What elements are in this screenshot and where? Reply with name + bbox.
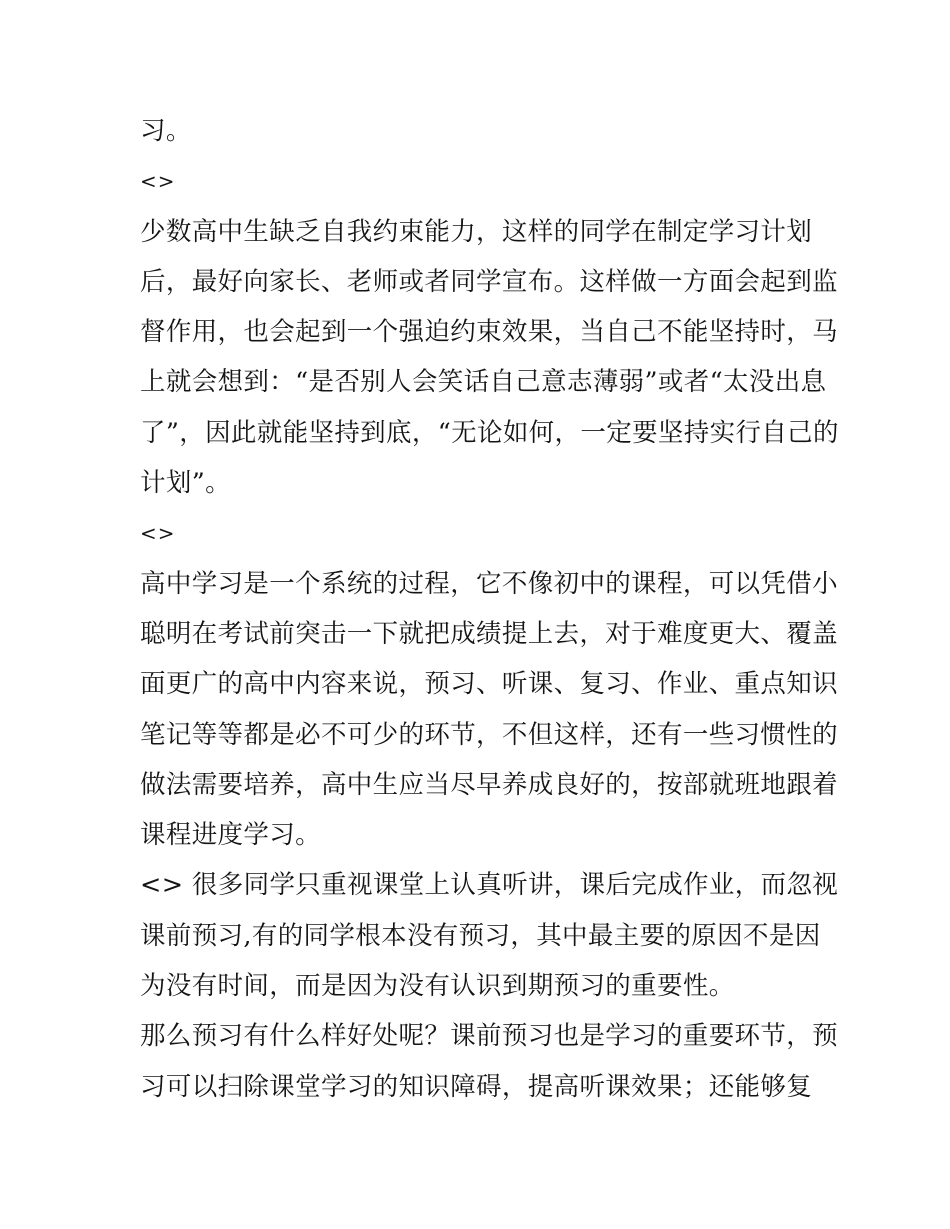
text-line: 课程进度学习。 [140, 820, 321, 851]
text-line: 习。 [140, 116, 192, 146]
section-marker: <> [140, 521, 176, 546]
text-line: 计划”。 [140, 468, 231, 499]
text-line: 了”，因此就能坚持到底，“无论如何，一定要坚持实行自己的 [140, 417, 839, 448]
text-line: 课前预习,有的同学根本没有预习，其中最主要的原因不是因 [140, 920, 821, 951]
text-line: 为没有时间，而是因为没有认识到期预习的重要性。 [140, 971, 735, 1002]
text-line: 聪明在考试前突击一下就把成绩提上去，对于难度更大、覆盖 [140, 618, 838, 649]
text-line: 面更广的高中内容来说，预习、听课、复习、作业、重点知识 [140, 669, 838, 700]
text-line: 督作用，也会起到一个强迫约束效果，当自己不能坚持时，马 [140, 317, 838, 348]
text-line: 后，最好向家长、老师或者同学宣布。这样做一方面会起到监 [140, 266, 838, 297]
body-text [140, 106, 839, 1112]
text-line: 做法需要培养，高中生应当尽早养成良好的，按部就班地跟着 [140, 769, 838, 800]
text-line: 习可以扫除课堂学习的知识障碍，提高听课效果；还能够复 [140, 1071, 813, 1102]
text-line: 那么预习有什么样好处呢？课前预习也是学习的重要环节，预 [140, 1021, 838, 1052]
text-line: 高中学习是一个系统的过程，它不像初中的课程，可以凭借小 [140, 568, 838, 599]
text-line: <> 很多同学只重视课堂上认真听讲，课后完成作业，而忽视 [140, 870, 839, 901]
text-line: 上就会想到：“是否别人会笑话自己意志薄弱”或者“太没出息 [140, 367, 827, 398]
text-line: 笔记等等都是必不可少的环节，不但这样，还有一些习惯性的 [140, 719, 838, 750]
text-line: 少数高中生缺乏自我约束能力，这样的同学在制定学习计划 [140, 216, 813, 247]
section-marker: <> [140, 169, 176, 194]
